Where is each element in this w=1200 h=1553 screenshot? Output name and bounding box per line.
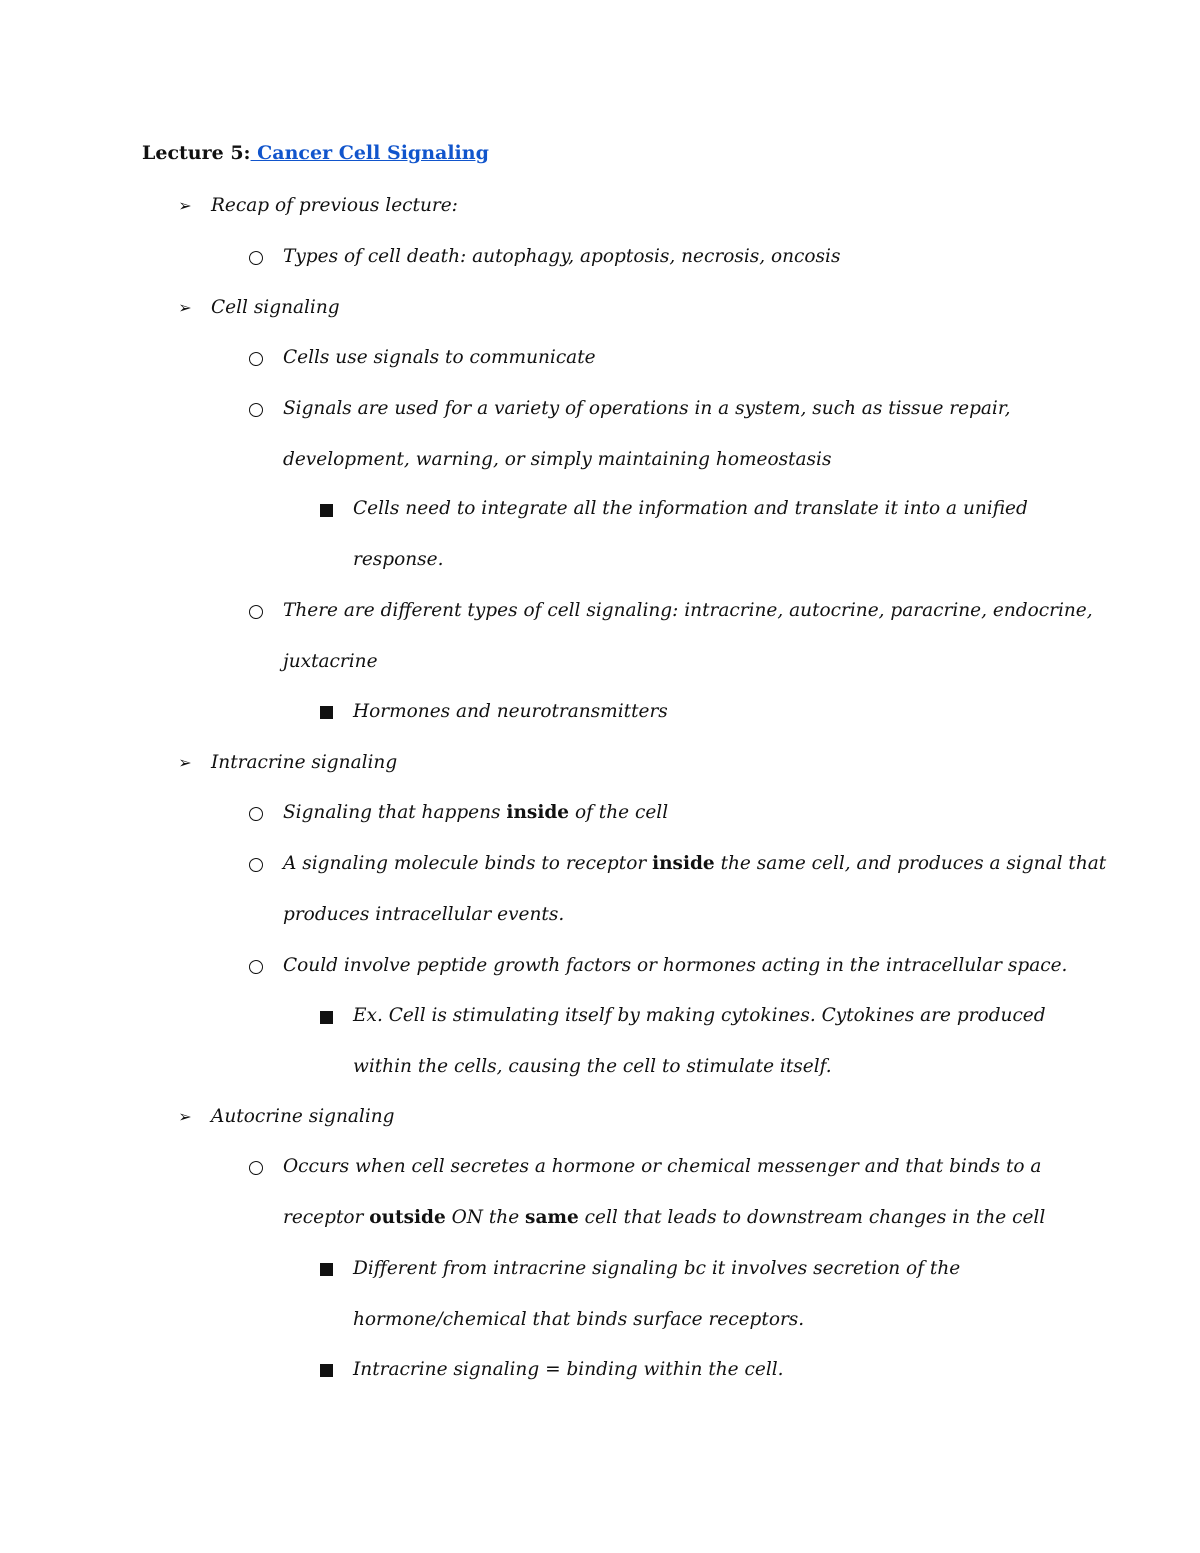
list-item: Occurs when cell secretes a hormone or chemical messenger and that binds to a	[283, 1156, 1042, 1177]
circle-bullet-icon	[249, 1161, 263, 1175]
list-item-continuation: receptor outside ON the same cell that leads to downstream changes in the cell	[283, 1207, 1046, 1228]
list-item: Different from intracrine signaling bc it involves secretion of the	[353, 1258, 961, 1279]
list-item: Types of cell death: autophagy, apoptosis, necrosis, oncosis	[283, 246, 841, 267]
list-item: Cell signaling	[211, 297, 340, 318]
list-item-continuation: produces intracellular events.	[283, 904, 565, 925]
arrow-bullet-icon: ➢	[178, 1107, 192, 1126]
emphasis: outside	[369, 1207, 446, 1228]
square-bullet-icon	[320, 1263, 333, 1276]
emphasis: inside	[652, 853, 715, 874]
emphasis: same	[525, 1207, 579, 1228]
square-bullet-icon	[320, 1011, 333, 1024]
circle-bullet-icon	[249, 352, 263, 366]
circle-bullet-icon	[249, 807, 263, 821]
list-item-continuation: response.	[353, 549, 444, 570]
arrow-bullet-icon: ➢	[178, 298, 192, 317]
circle-bullet-icon	[249, 960, 263, 974]
square-bullet-icon	[320, 706, 333, 719]
circle-bullet-icon	[249, 605, 263, 619]
list-item: Could involve peptide growth factors or hormones acting in the intracellular space.	[283, 955, 1068, 976]
lecture-topic-link[interactable]: Cancer Cell Signaling	[250, 142, 489, 164]
list-item-continuation: hormone/chemical that binds surface receptors.	[353, 1309, 805, 1330]
circle-bullet-icon	[249, 403, 263, 417]
list-item-continuation: development, warning, or simply maintaining homeostasis	[283, 449, 832, 470]
list-item: Intracrine signaling	[211, 752, 398, 773]
square-bullet-icon	[320, 504, 333, 517]
list-item: Cells use signals to communicate	[283, 347, 596, 368]
circle-bullet-icon	[249, 251, 263, 265]
list-item: Cells need to integrate all the information and translate it into a unified	[353, 498, 1028, 519]
lecture-title	[142, 142, 489, 164]
arrow-bullet-icon: ➢	[178, 196, 192, 215]
circle-bullet-icon	[249, 858, 263, 872]
list-item-continuation: juxtacrine	[283, 651, 378, 672]
list-item: Signals are used for a variety of operations in a system, such as tissue repair,	[283, 398, 1011, 419]
list-item: Autocrine signaling	[211, 1106, 395, 1127]
list-item: Intracrine signaling = binding within the cell.	[353, 1359, 784, 1380]
lecture-number: Lecture 5:	[142, 142, 251, 164]
list-item: Signaling that happens inside of the cell	[283, 802, 669, 823]
list-item: Recap of previous lecture:	[211, 195, 458, 216]
list-item-continuation: within the cells, causing the cell to stimulate itself.	[353, 1056, 832, 1077]
list-item: There are different types of cell signaling: intracrine, autocrine, paracrine, endocrine,	[283, 600, 1093, 621]
arrow-bullet-icon: ➢	[178, 753, 192, 772]
emphasis: inside	[506, 802, 570, 823]
list-item: A signaling molecule binds to receptor inside the same cell, and produces a signal that	[283, 853, 1107, 874]
square-bullet-icon	[320, 1364, 333, 1377]
list-item: Ex. Cell is stimulating itself by making cytokines. Cytokines are produced	[353, 1005, 1046, 1026]
list-item: Hormones and neurotransmitters	[353, 701, 668, 722]
